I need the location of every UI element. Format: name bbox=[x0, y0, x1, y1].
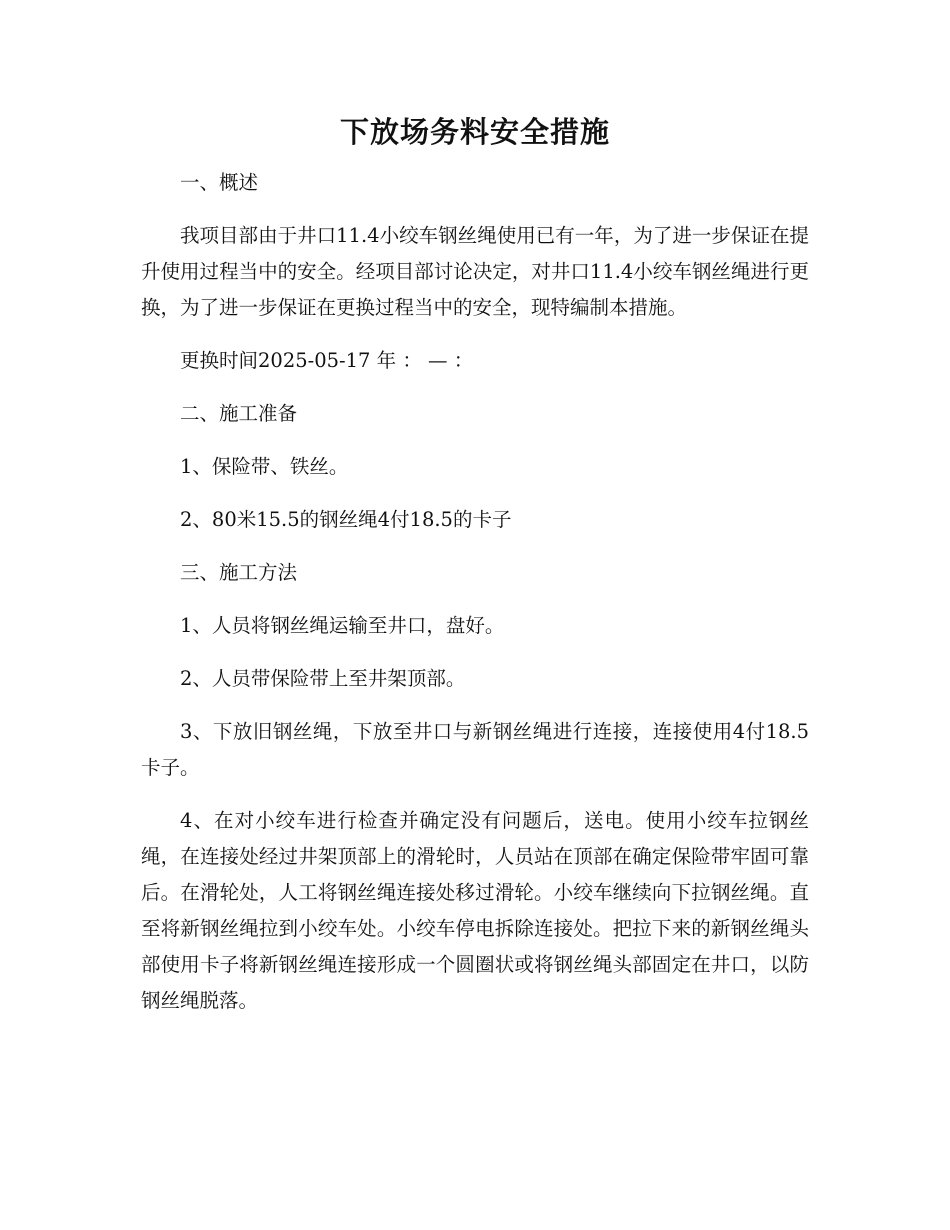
method-step-3: 3、下放旧钢丝绳，下放至井口与新钢丝绳进行连接，连接使用4付18.5卡子。 bbox=[141, 720, 809, 779]
overview-paragraph: 我项目部由于井口11.4小绞车钢丝绳使用已有一年，为了进一步保证在提升使用过程当中的安全。经项目部讨论决定，对井口11.4小绞车钢丝绳进行更换，为了进一步保证在更换过程当中的安全，现特编制本措施。 bbox=[141, 224, 809, 319]
preparation-item-2: 2、80米15.5的钢丝绳4付18.5的卡子 bbox=[180, 508, 512, 531]
method-step-4: 4、在对小绞车进行检查并确定没有问题后，送电。使用小绞车拉钢丝绳，在连接处经过井架顶部上的滑轮时，人员站在顶部在确定保险带牢固可靠后。在滑轮处，人工将钢丝绳连接处移过滑轮。小绞车继续向下拉钢丝绳。直至将新钢丝绳拉到小绞车处。小绞车停电拆除连接处。把拉下来的新钢丝绳头部使用卡子将新钢丝绳连接形成一个圆圈状或将钢丝绳头部固定在井口，以防钢丝绳脱落。 bbox=[141, 809, 809, 1012]
document-body bbox=[141, 165, 809, 1036]
replacement-time: 更换时间2025-05-17 年 ： — ： bbox=[180, 349, 474, 372]
preparation-item-1: 1、保险带、铁丝。 bbox=[180, 455, 349, 478]
method-step-2: 2、人员带保险带上至井架顶部。 bbox=[180, 667, 466, 690]
section-heading-overview: 一、概述 bbox=[180, 171, 259, 194]
section-heading-method: 三、施工方法 bbox=[180, 561, 298, 584]
section-heading-preparation: 二、施工准备 bbox=[180, 402, 298, 425]
document-title: 下放场务料安全措施 bbox=[339, 115, 610, 149]
method-step-1: 1、人员将钢丝绳运输至井口，盘好。 bbox=[180, 614, 505, 637]
